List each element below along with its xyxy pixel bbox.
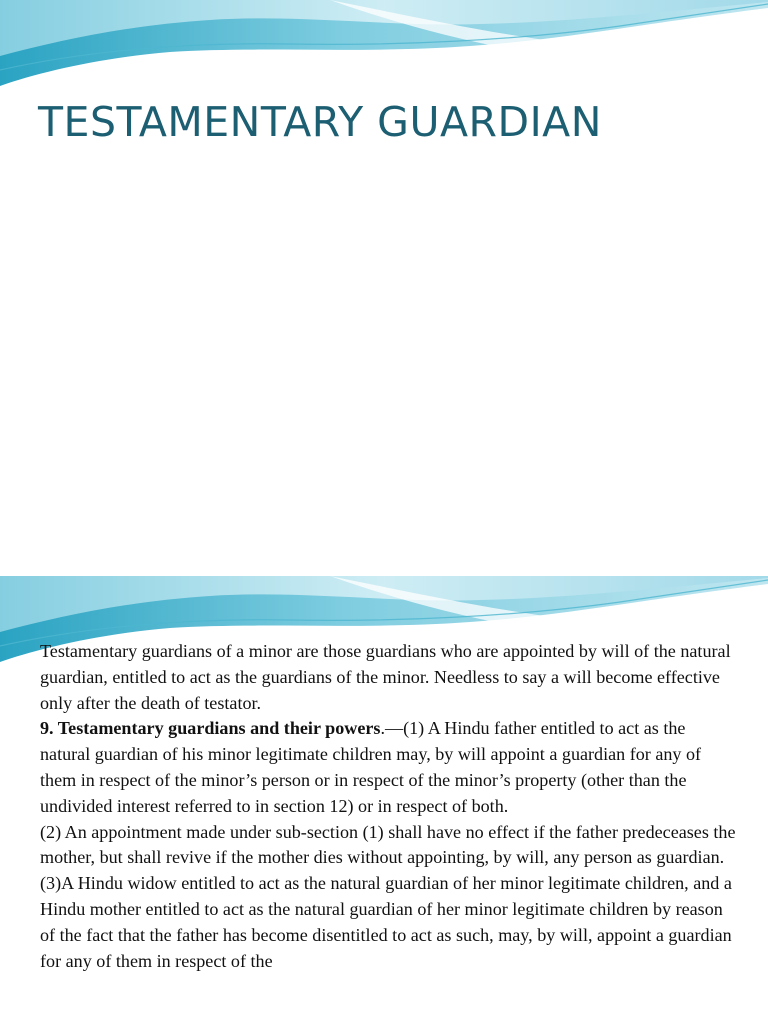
section-text: .—(1) A Hindu father entitled to act as the natural guardian of his minor legitimate children may, by will appoint a guardian for any of them in respect of the minor’s person or in respect of the minor’s property (other than the undivided interest referred to in section 12) or in respect of both. xyxy=(40,718,702,816)
section-heading: 9. Testamentary guardians and their powers xyxy=(40,718,381,739)
slide-body-text xyxy=(40,639,740,974)
clause-2-paragraph: (2) An appointment made under sub-section (1) shall have no effect if the father predeceases the mother, but shall revive if the mother dies without appointing, by will, any person as guardian. xyxy=(40,821,736,868)
slide-title: TESTAMENTARY GUARDIAN xyxy=(38,98,602,146)
clause-3-paragraph: (3)A Hindu widow entitled to act as the natural guardian of her minor legitimate children, and a Hindu mother entitled to act as the natural guardian of her minor legitimate children by reason of the fact that the father has become disentitled to act as such, may, by will, appoint a guardian for any of them in respect of the xyxy=(40,873,732,971)
intro-paragraph: Testamentary guardians of a minor are those guardians who are appointed by will of the natural guardian, entitled to act as the guardians of the minor. Needless to say a will become effective only after the death of testator. xyxy=(40,641,731,713)
wave-banner-decoration xyxy=(0,0,768,100)
slide-2 xyxy=(0,576,768,1024)
section-9-paragraph xyxy=(40,716,740,819)
